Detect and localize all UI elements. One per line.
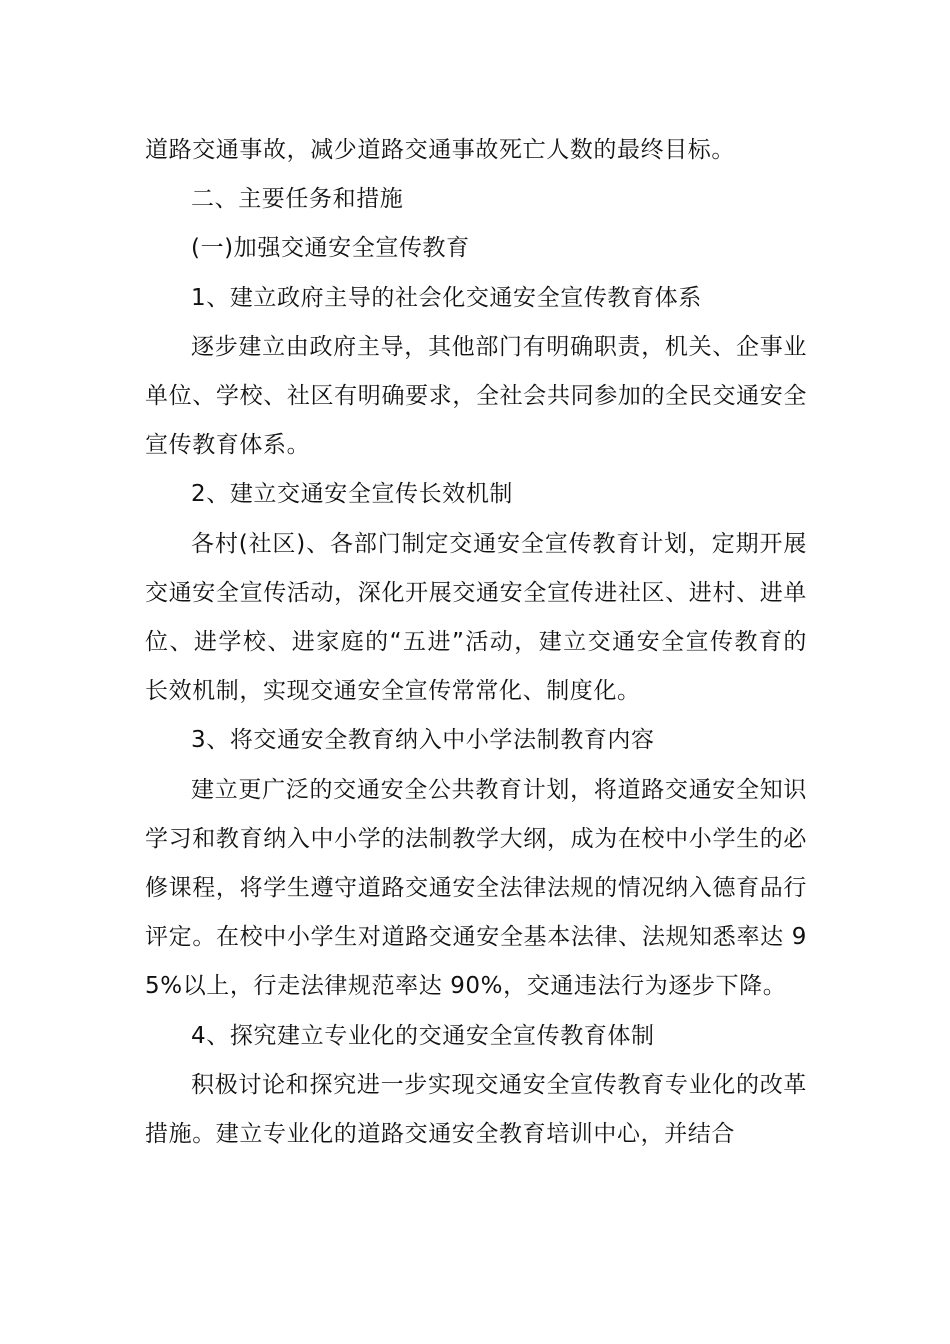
item-heading-4: 4、探究建立专业化的交通安全宣传教育体制: [191, 1022, 655, 1049]
subsection-heading: (一)加强交通安全宣传教育: [191, 235, 470, 262]
item-heading-3: 3、将交通安全教育纳入中小学法制教育内容: [191, 727, 655, 754]
paragraph-2: 逐步建立由政府主导，其他部门有明确职责，机关、企事业单位、学校、社区有明确要求，全社会共同参加的全民交通安全宣传教育体系。: [145, 333, 807, 459]
item-heading-2: 2、建立交通安全宣传长效机制: [191, 481, 514, 508]
paragraph-1: 道路交通事故，减少道路交通事故死亡人数的最终目标。: [145, 137, 735, 163]
section-heading: 二、主要任务和措施: [191, 186, 404, 213]
document-body: [145, 126, 807, 1159]
paragraph-3: 各村(社区)、各部门制定交通安全宣传教育计划，定期开展交通安全宣传活动，深化开展交通安全宣传进社区、进村、进单位、进学校、进家庭的“五进”活动，建立交通安全宣传教育的长效机制，实现交通安全宣传常常化、制度化。: [145, 530, 807, 705]
paragraph-5: 积极讨论和探究进一步实现交通安全宣传教育专业化的改革措施。建立专业化的道路交通安全教育培训中心，并结合: [145, 1071, 807, 1148]
paragraph-4: 建立更广泛的交通安全公共教育计划，将道路交通安全知识学习和教育纳入中小学的法制教学大纲，成为在校中小学生的必修课程，将学生遵守道路交通安全法律法规的情况纳入德育品行评定。在校中小学生对道路交通安全基本法律、法规知悉率达 95%以上，行走法律规范率达 90%，交通违法行为逐步下降。: [145, 776, 807, 1000]
item-heading-1: 1、建立政府主导的社会化交通安全宣传教育体系: [191, 284, 702, 311]
